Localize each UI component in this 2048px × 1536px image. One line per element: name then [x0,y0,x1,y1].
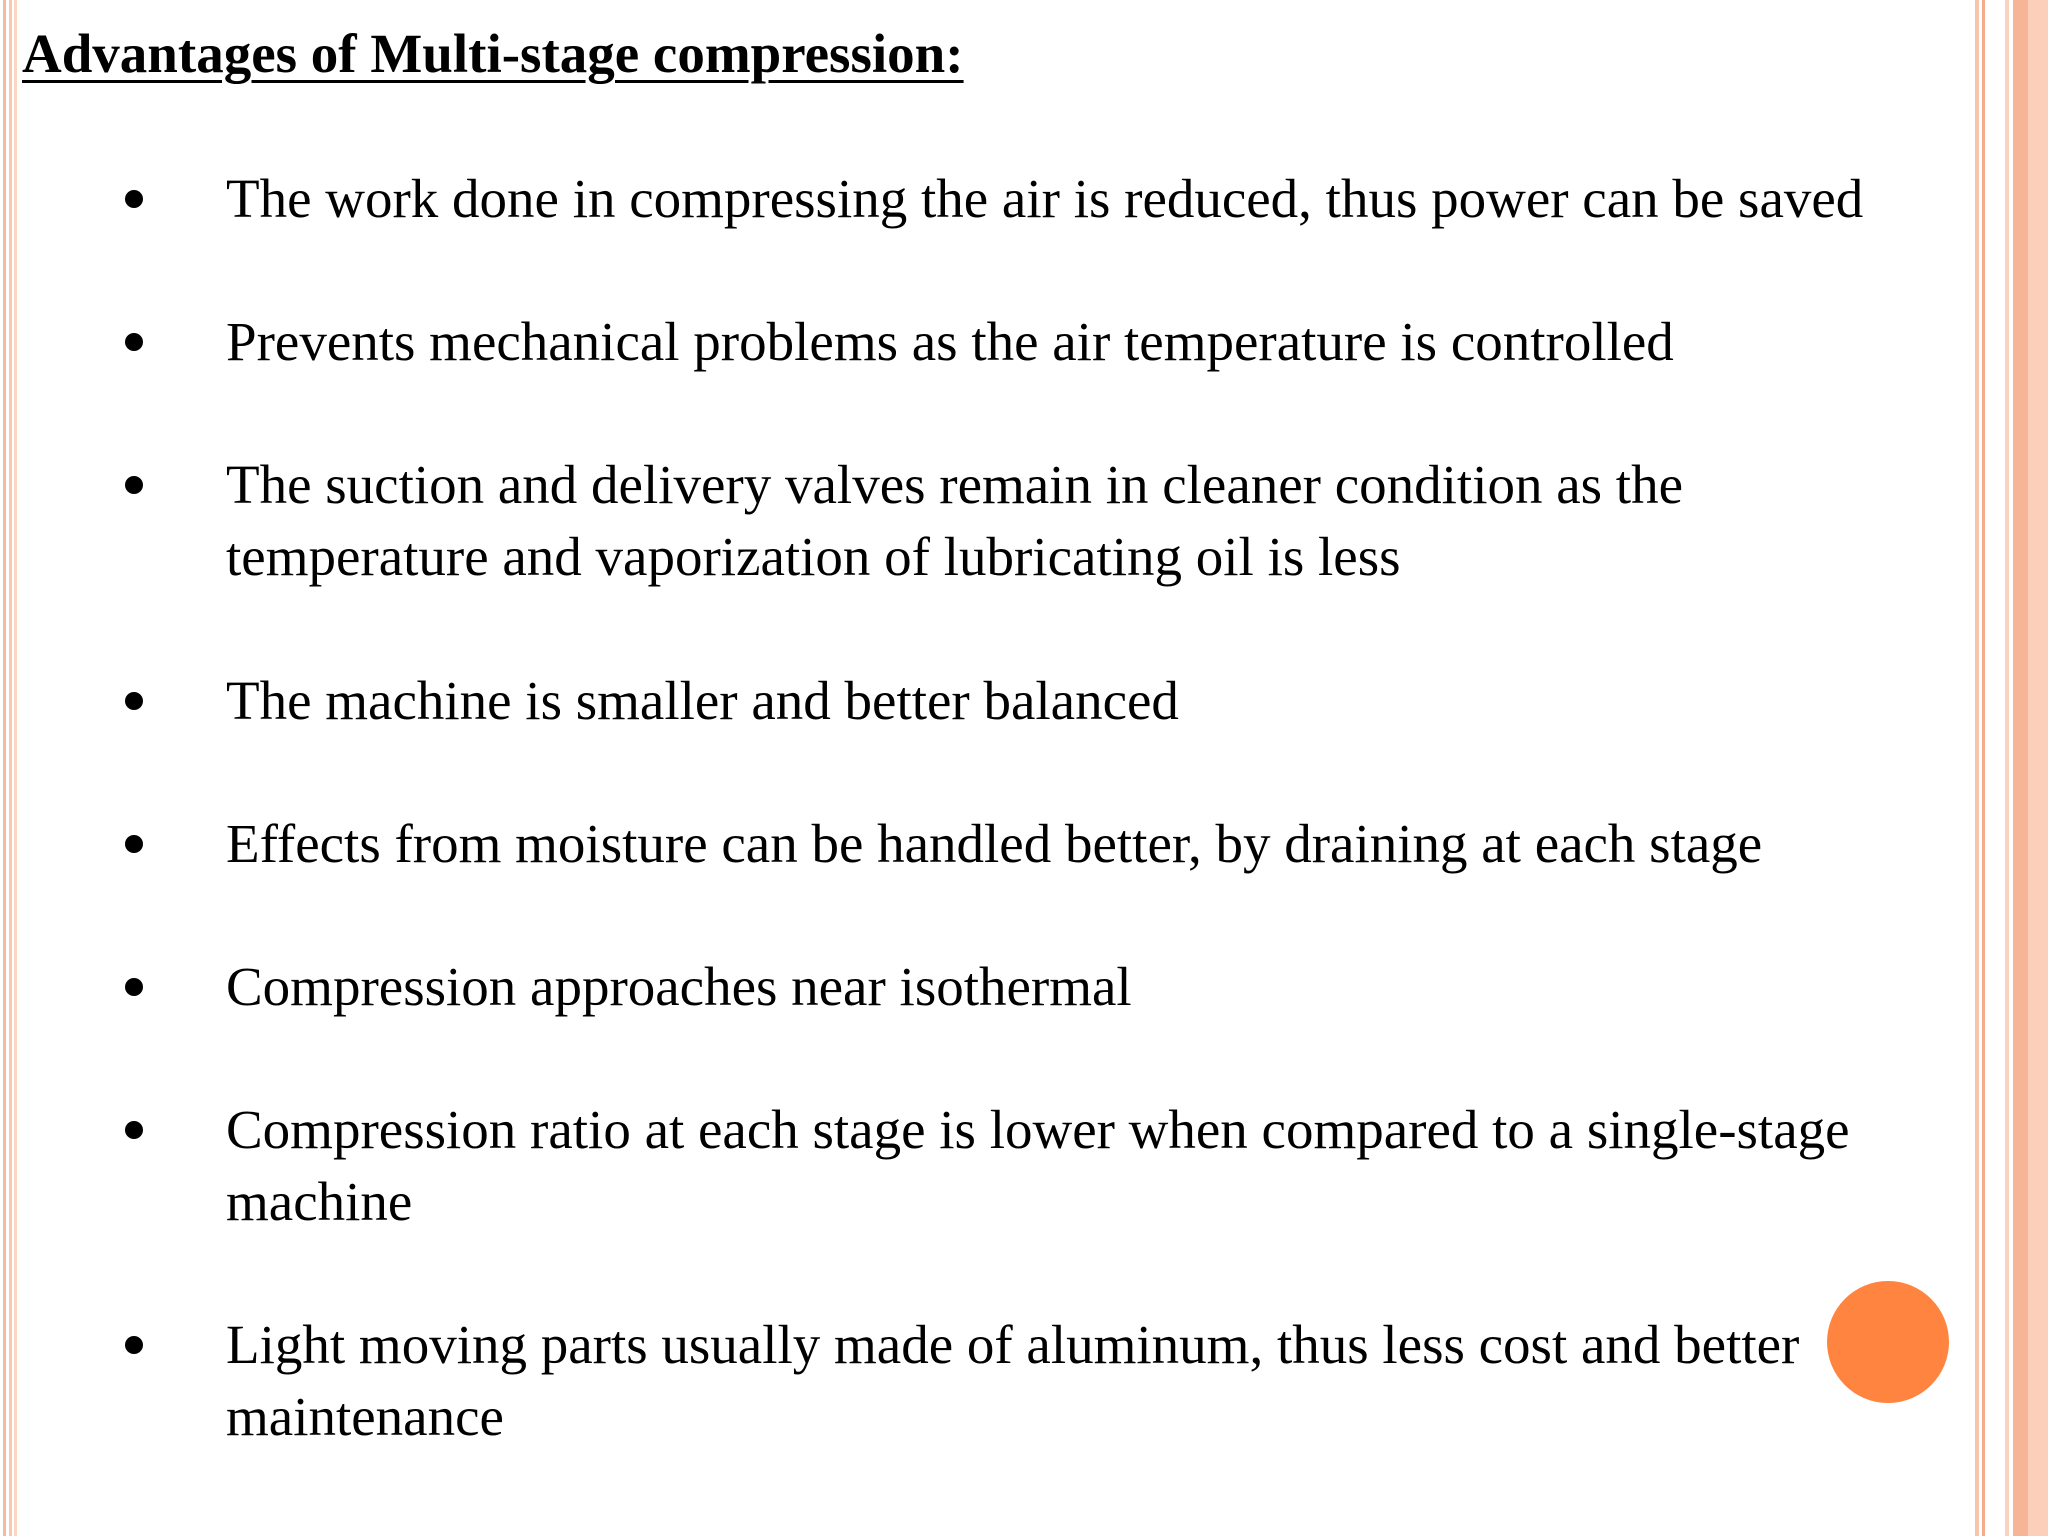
list-item-line: The work done in compressing the air is reduced, thus power can be saved [226,168,1864,229]
list-item-line: Compression approaches near isothermal [226,956,1132,1017]
list-item-text [226,1309,1799,1453]
list-item-text [226,665,1179,737]
list-item-line: machine [226,1171,413,1232]
bullet-icon [125,476,143,494]
right-border-decoration [1962,0,2048,1536]
list-item-line: Light moving parts usually made of aluminum, thus less cost and better [226,1314,1800,1375]
list-item-line: The machine is smaller and better balanced [226,670,1179,731]
list-item-line: The suction and delivery valves remain in cleaner condition as the [226,454,1683,515]
bullet-icon [125,835,143,853]
list-item-line: Effects from moisture can be handled better, by draining at each stage [226,813,1763,874]
list-item-text [226,163,1863,235]
bullet-icon [125,333,143,351]
bullet-icon [125,1121,143,1139]
list-item-text [226,449,1683,593]
bullet-icon [125,978,143,996]
bullet-icon [125,190,143,208]
bullet-icon [125,692,143,710]
list-item-line: Prevents mechanical problems as the air temperature is controlled [226,311,1674,372]
pointer-highlight-icon [1827,1281,1949,1403]
list-item-text [226,951,1132,1023]
list-item-text [226,306,1674,378]
list-item-line: maintenance [226,1386,504,1447]
list-item-text [226,1094,1850,1238]
list-item-line: Compression ratio at each stage is lower when compared to a single-stage [226,1099,1850,1160]
slide-title: Advantages of Multi-stage compression: [22,23,964,84]
list-item-text [226,808,1762,880]
bullet-icon [125,1336,143,1354]
left-border-decoration [0,0,17,1536]
list-item-line: temperature and vaporization of lubricating oil is less [226,526,1401,587]
